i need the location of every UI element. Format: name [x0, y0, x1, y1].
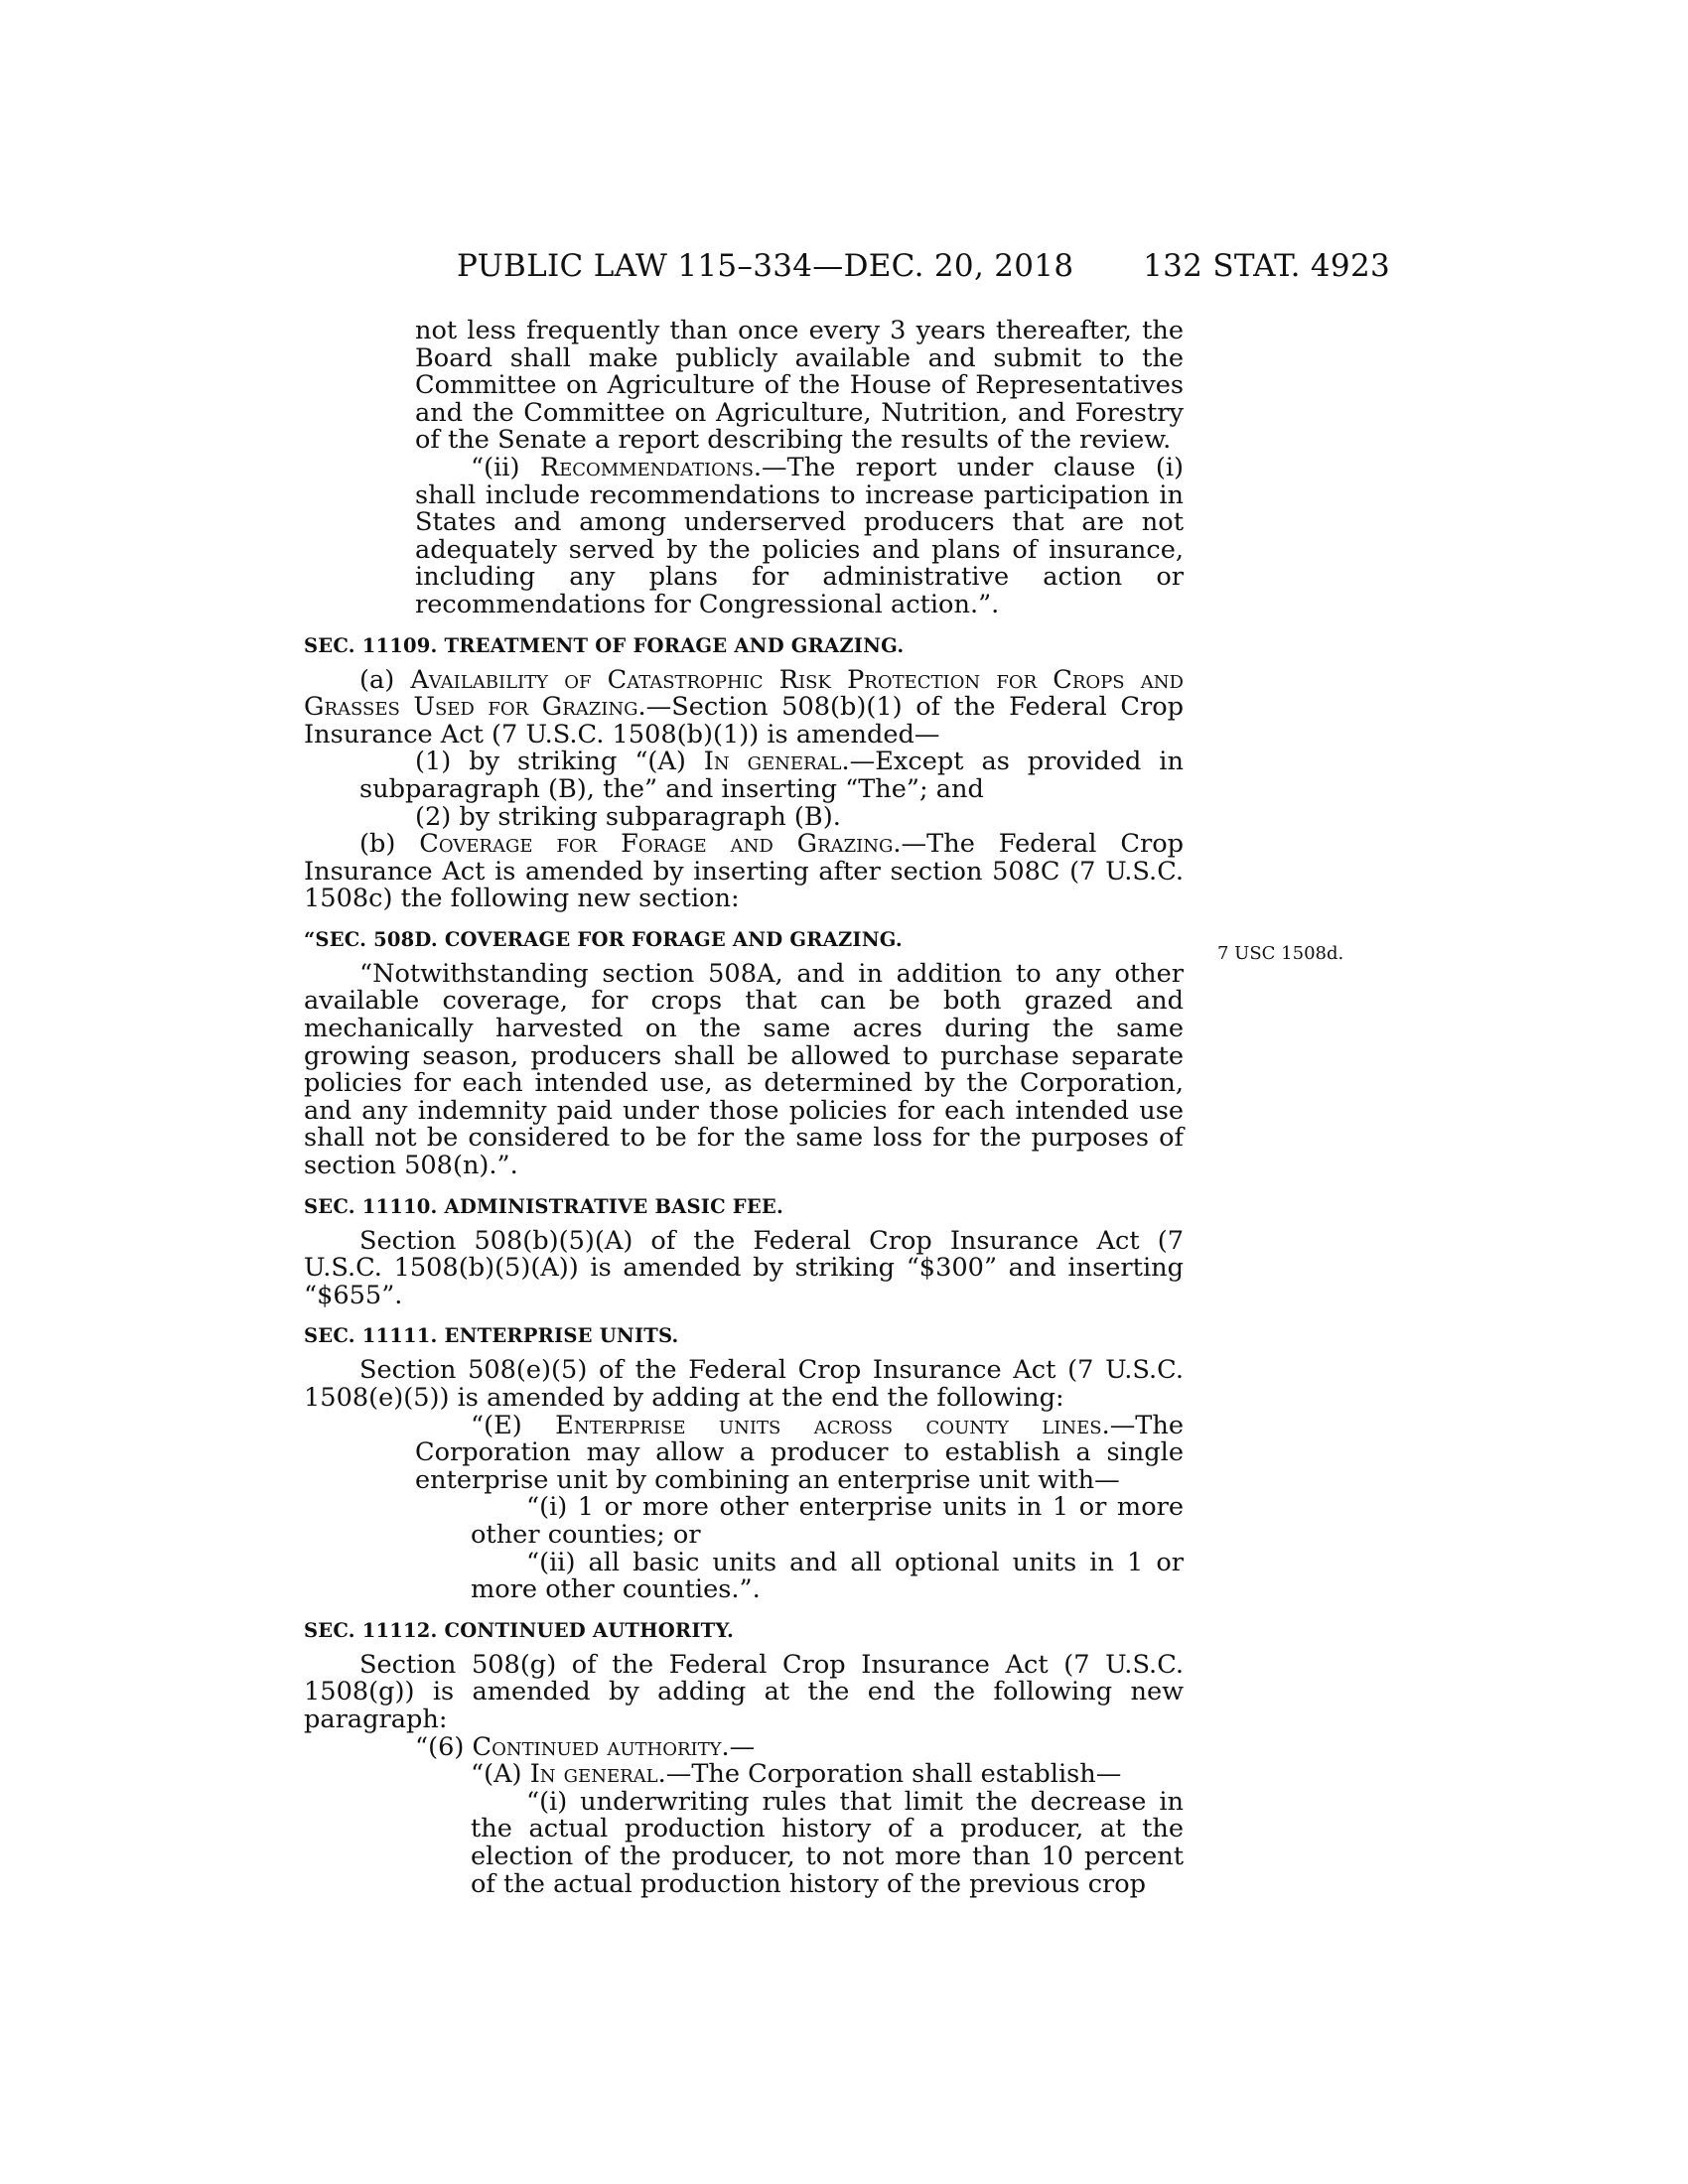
subparagraph-A-in-general: “(A) In general.—The Corporation shall establish—	[471, 1759, 1122, 1790]
header-stat-page: 132 STAT. 4923	[1143, 248, 1390, 284]
section-heading-11112: SEC. 11112. CONTINUED AUTHORITY.	[304, 1618, 734, 1642]
section-heading-11110: SEC. 11110. ADMINISTRATIVE BASIC FEE.	[304, 1194, 783, 1218]
section-heading-508d: “SEC. 508D. COVERAGE FOR FORAGE AND GRAZING.	[304, 927, 903, 951]
paragraph-11111: Section 508(e)(5) of the Federal Crop Insurance Act (7 U.S.C. 1508(e)(5)) is amended by adding at the end the following:	[304, 1355, 1184, 1413]
paragraph-review-report: not less frequently than once every 3 years thereafter, the Board shall make publicly available and submit to the Committee on Agriculture of the House of Representatives and the Committee on Agriculture, Nutrition, and Forestry of the Senate a report describing the results of the review.	[415, 316, 1184, 456]
subsection-a: (a) Availability of Catastrophic Risk Protection for Crops and Grasses Used for Grazing.—Section 508(b)(1) of the Federal Crop Insurance Act (7 U.S.C. 1508(b)(1)) is amended—	[304, 664, 1184, 750]
document-body	[304, 316, 1344, 1899]
paragraph-a2: (2) by striking subparagraph (B).	[415, 801, 841, 832]
clause-A-i: “(i) underwriting rules that limit the decrease in the actual production history of a producer, at the election of the producer, to not more than 10 percent of the actual production history of the previous crop	[471, 1786, 1184, 1899]
subparagraph-e: “(E) Enterprise units across county lines.—The Corporation may allow a producer to establish a single enterprise unit by combining an enterprise unit with—	[415, 1410, 1185, 1495]
subsection-b: (b) Coverage for Forage and Grazing.—The Federal Crop Insurance Act is amended by inserting after section 508C (7 U.S.C. 1508c) the following new section:	[304, 829, 1184, 914]
paragraph-6-continued-authority: “(6) Continued authority.—	[415, 1731, 756, 1762]
paragraph-a1: (1) by striking “(A) In general.—Except as provided in subparagraph (B), the” and inserting “The”; and	[359, 747, 1184, 804]
margin-note-usc: 7 USC 1508d.	[1217, 942, 1344, 964]
clause-e-i: “(i) 1 or more other enterprise units in 1 or more other counties; or	[471, 1492, 1184, 1550]
section-heading-11109: SEC. 11109. TREATMENT OF FORAGE AND GRAZING.	[304, 633, 905, 657]
clause-ii-recommendations: “(ii) Recommendations.—The report under clause (i) shall include recommendations to increase participation in States and among underserved producers that are not adequately served by the policies and plans of insurance, including any plans for administrative action or recommendations for Congressional action.”.	[415, 452, 1184, 619]
section-508d-block	[304, 927, 1344, 964]
clause-e-ii: “(ii) all basic units and all optional units in 1 or more other counties.”.	[471, 1547, 1184, 1605]
section-heading-11111: SEC. 11111. ENTERPRISE UNITS.	[304, 1324, 679, 1348]
page-header	[457, 248, 1390, 288]
paragraph-11112: Section 508(g) of the Federal Crop Insurance Act (7 U.S.C. 1508(g)) is amended by adding at the end the following new paragraph:	[304, 1649, 1184, 1734]
header-title: PUBLIC LAW 115–334—DEC. 20, 2018	[457, 248, 1074, 284]
paragraph-508d: “Notwithstanding section 508A, and in addition to any other available coverage, for crops that can be both grazed and mechanically harvested on the same acres during the same growing season, producers shall be allowed to purchase separate policies for each intended use, as determined by the Corporation, and any indemnity paid under those policies for each intended use shall not be considered to be for the same loss for the purposes of section 508(n).”.	[304, 958, 1184, 1181]
paragraph-11110: Section 508(b)(5)(A) of the Federal Crop Insurance Act (7 U.S.C. 1508(b)(5)(A)) is amended by striking “$300” and inserting “$655”.	[304, 1225, 1184, 1310]
